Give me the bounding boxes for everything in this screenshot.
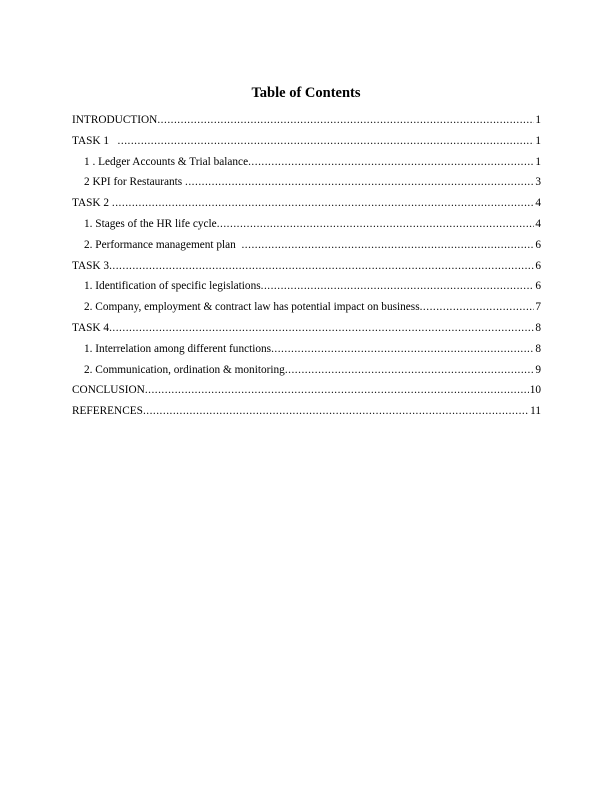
toc-entry-task-4[interactable] bbox=[72, 321, 541, 342]
toc-entry-communication[interactable] bbox=[72, 363, 541, 384]
toc-entry-label: 1 . Ledger Accounts & Trial balance bbox=[84, 155, 249, 168]
toc-entry-introduction[interactable] bbox=[72, 113, 541, 134]
toc-entry-page: 1 bbox=[535, 114, 541, 126]
toc-entry-ledger-accounts[interactable] bbox=[72, 155, 541, 176]
toc-dot-leader bbox=[261, 279, 535, 293]
toc-dot-leader bbox=[118, 134, 535, 148]
toc-entry-task-2[interactable] bbox=[72, 196, 541, 217]
toc-entry-page: 11 bbox=[530, 405, 541, 418]
toc-dot-leader bbox=[112, 196, 534, 210]
toc-dot-leader bbox=[185, 175, 534, 189]
toc-entry-kpi-restaurants[interactable] bbox=[72, 175, 541, 196]
toc-entry-page: 6 bbox=[535, 259, 541, 272]
toc-dot-leader bbox=[109, 259, 534, 273]
toc-entry-references[interactable] bbox=[72, 404, 541, 425]
toc-entry-page: 8 bbox=[535, 321, 541, 334]
toc-entry-label: TASK 1 bbox=[72, 134, 118, 147]
toc-entry-label: 1. Identification of specific legislations bbox=[84, 280, 261, 293]
toc-entry-page: 6 bbox=[535, 280, 541, 293]
toc-entry-performance-plan[interactable] bbox=[72, 238, 541, 259]
toc-entry-conclusion[interactable] bbox=[72, 383, 541, 404]
toc-dot-leader bbox=[271, 342, 534, 356]
toc-entry-label: 1. Stages of the HR life cycle bbox=[84, 217, 217, 230]
toc-entry-label: 2. Performance management plan bbox=[84, 238, 242, 251]
toc-entry-label: 1. Interrelation among different functions bbox=[84, 342, 272, 355]
toc-entry-label: 2. Company, employment & contract law has potential impact on business bbox=[84, 301, 420, 314]
toc-entry-label: TASK 4 bbox=[72, 321, 110, 334]
toc-dot-leader bbox=[420, 300, 535, 314]
toc-dot-leader bbox=[241, 238, 534, 252]
toc-entry-label: TASK 3 bbox=[72, 259, 110, 272]
toc-entry-company-law[interactable] bbox=[72, 300, 541, 321]
toc-list bbox=[72, 113, 541, 425]
toc-entry-task-3[interactable] bbox=[72, 259, 541, 280]
toc-entry-page: 9 bbox=[535, 363, 541, 376]
toc-dot-leader bbox=[157, 113, 534, 127]
toc-entry-legislations[interactable] bbox=[72, 279, 541, 300]
toc-entry-page: 7 bbox=[535, 301, 541, 314]
toc-entry-task-1[interactable] bbox=[72, 134, 541, 155]
toc-entry-page: 1 bbox=[535, 134, 541, 147]
toc-entry-page: 4 bbox=[535, 217, 541, 230]
toc-entry-hr-life-cycle[interactable] bbox=[72, 217, 541, 238]
toc-entry-page: 10 bbox=[529, 384, 541, 397]
toc-dot-leader bbox=[285, 363, 535, 377]
toc-dot-leader bbox=[145, 383, 529, 397]
toc-dot-leader bbox=[217, 217, 535, 231]
toc-entry-page: 3 bbox=[535, 176, 541, 189]
toc-dot-leader bbox=[143, 404, 529, 418]
toc-entry-label: INTRODUCTION bbox=[72, 114, 158, 126]
toc-entry-label: TASK 2 bbox=[72, 197, 112, 210]
toc-entry-label: 2 KPI for Restaurants bbox=[84, 176, 186, 189]
toc-title: Table of Contents bbox=[251, 85, 361, 101]
toc-entry-page: 8 bbox=[535, 342, 541, 355]
toc-dot-leader bbox=[248, 155, 534, 169]
toc-entry-page: 6 bbox=[535, 238, 541, 251]
toc-entry-label: CONCLUSION bbox=[72, 384, 145, 397]
toc-entry-interrelation[interactable] bbox=[72, 342, 541, 363]
toc-entry-label: 2. Communication, ordination & monitoring bbox=[84, 363, 285, 376]
toc-dot-leader bbox=[109, 321, 534, 335]
toc-entry-label: REFERENCES bbox=[72, 405, 143, 418]
toc-entry-page: 4 bbox=[535, 197, 541, 210]
toc-entry-page: 1 bbox=[535, 155, 541, 168]
